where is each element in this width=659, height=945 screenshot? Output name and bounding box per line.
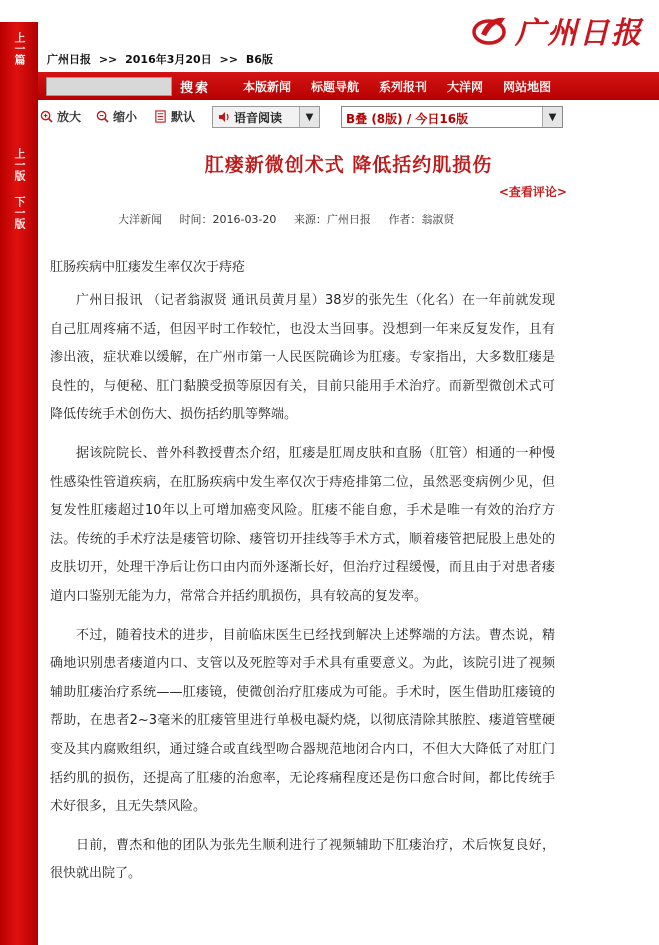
prev-edition-label: 上一版 xyxy=(13,148,26,181)
zoom-out-label: 缩小 xyxy=(113,110,138,124)
next-edition-label: 下一版 xyxy=(13,196,26,229)
article-paragraph: 日前，曹杰和他的团队为张先生顺利进行了视频辅助下肛瘘治疗，术后恢复良好，很快就出院了。 xyxy=(50,837,555,882)
edition-select[interactable] xyxy=(341,106,563,128)
nav-item-dayoo[interactable]: 大洋网 xyxy=(447,80,484,94)
nav-item-current-edition[interactable]: 本版新闻 xyxy=(243,80,292,94)
edition-select-value: B叠 (8版) / 今日16版 xyxy=(346,112,469,126)
zoom-in-icon xyxy=(40,110,53,123)
zoom-out-icon xyxy=(96,110,109,123)
logo xyxy=(471,8,643,52)
voice-read-select[interactable] xyxy=(212,106,320,128)
zoom-out-button[interactable] xyxy=(96,108,137,125)
chevron-down-icon: ▼ xyxy=(299,107,319,127)
article-subhead: 肛肠疾病中肛瘘发生率仅次于痔疮 xyxy=(50,260,246,275)
search-button[interactable]: 搜索 xyxy=(180,81,211,96)
logo-emblem-icon xyxy=(471,12,511,48)
meta-origin-value: 广州日报 xyxy=(326,213,371,226)
view-comments-link[interactable]: <查看评论> xyxy=(498,185,567,199)
breadcrumb-paper[interactable]: 广州日报 xyxy=(47,53,91,66)
article-body xyxy=(50,287,555,899)
article-meta xyxy=(118,211,468,227)
meta-time xyxy=(180,213,277,226)
next-edition-button[interactable] xyxy=(3,196,35,233)
meta-author-value: 翁淑贤 xyxy=(421,213,455,226)
voice-read-label: 语音阅读 xyxy=(234,110,283,125)
search-input[interactable] xyxy=(46,77,172,96)
article-paragraph: 广州日报讯 （记者翁淑贤 通讯员黄月星）38岁的张先生（化名）在一年前就发现自己肛周疼痛不适，但因平时工作较忙，也没太当回事。没想到一年来反复发作，且有渗出液，症状难以缓解，在广州市第一人民医院确诊为肛瘘。专家指出，大多数肛瘘是良性的，与便秘、肛门黏膜受损等原因有关，目前只能用手术治疗。而新型微创术式可降低传统手术创伤大、损伤括约肌等弊端。 xyxy=(50,293,555,423)
zoom-in-label: 放大 xyxy=(57,110,82,124)
logo-text: 广州日报 xyxy=(515,16,643,51)
toolbar xyxy=(38,104,659,130)
prev-article-button[interactable] xyxy=(3,32,35,69)
article-paragraph: 不过，随着技术的进步，目前临床医生已经找到解决上述弊端的方法。曹杰说，精确地识别患者瘘道内口、支管以及死腔等对手术具有重要意义。为此，该院引进了视频辅助肛瘘治疗系统——肛瘘镜，使微创治疗肛瘘成为可能。手术时，医生借助肛瘘镜的帮助，在患者2~3毫米的肛瘘管里进行单极电凝灼烧，以彻底清除其脓腔、瘘道管壁硬变及其内腐败组织，通过缝合或直线型吻合器规范地闭合内口，不但大大降低了对肛门括约肌的损伤，还提高了肛瘘的治愈率，无论疼痛程度还是伤口愈合时间，都比传统手术好很多，且无失禁风险。 xyxy=(50,627,555,815)
prev-edition-button[interactable] xyxy=(3,148,35,185)
nav-item-sitemap[interactable]: 网站地图 xyxy=(503,80,552,94)
nav-item-title-nav[interactable]: 标题导航 xyxy=(311,80,360,94)
breadcrumb-date[interactable]: 2016年3月20日 xyxy=(125,53,212,66)
breadcrumb-edition[interactable]: B6版 xyxy=(245,53,273,66)
meta-origin xyxy=(294,213,371,226)
meta-time-label: 时间： xyxy=(179,213,213,226)
nav-bar xyxy=(38,72,659,100)
document-icon xyxy=(154,110,167,123)
meta-author xyxy=(388,213,454,226)
page-header xyxy=(38,0,659,70)
speaker-icon xyxy=(217,110,231,124)
meta-origin-label: 来源： xyxy=(293,213,327,226)
zoom-in-button[interactable] xyxy=(40,108,81,125)
prev-article-label: 上一篇 xyxy=(13,32,26,65)
chevron-down-icon: ▼ xyxy=(542,107,562,127)
breadcrumb-separator: >> xyxy=(98,53,118,66)
nav-menu xyxy=(243,78,571,95)
breadcrumb-separator: >> xyxy=(219,53,238,66)
meta-author-label: 作者： xyxy=(388,213,422,226)
left-rail xyxy=(0,0,38,945)
article-title: 肛瘘新微创术式 降低括约肌损伤 xyxy=(204,154,493,176)
breadcrumb xyxy=(47,51,277,67)
meta-source-site: 大洋新闻 xyxy=(118,213,162,226)
article-paragraph: 据该院院长、普外科教授曹杰介绍，肛瘘是肛周皮肤和直肠（肛管）相通的一种慢性感染性管道疾病，在肛肠疾病中发生率仅次于痔疮排第二位，虽然恶变病例少见，但复发性肛瘘超过10年以上可增加癌变风险。肛瘘不能自愈，手术是唯一有效的治疗方法。传统的手术疗法是瘘管切除、瘘管切开挂线等手术方式，顺着瘘管把屁股上患处的皮肤切开，处理干净后让伤口由内而外逐渐长好，但治疗过程缓慢，而且由于对患者瘘道内口鉴别无能为力，常常合并括约肌损伤，具有较高的复发率。 xyxy=(50,445,555,604)
default-size-button[interactable] xyxy=(154,108,195,125)
nav-item-series[interactable]: 系列报刊 xyxy=(379,80,428,94)
meta-time-value: 2016-03-20 xyxy=(212,213,277,226)
default-size-label: 默认 xyxy=(171,110,196,124)
